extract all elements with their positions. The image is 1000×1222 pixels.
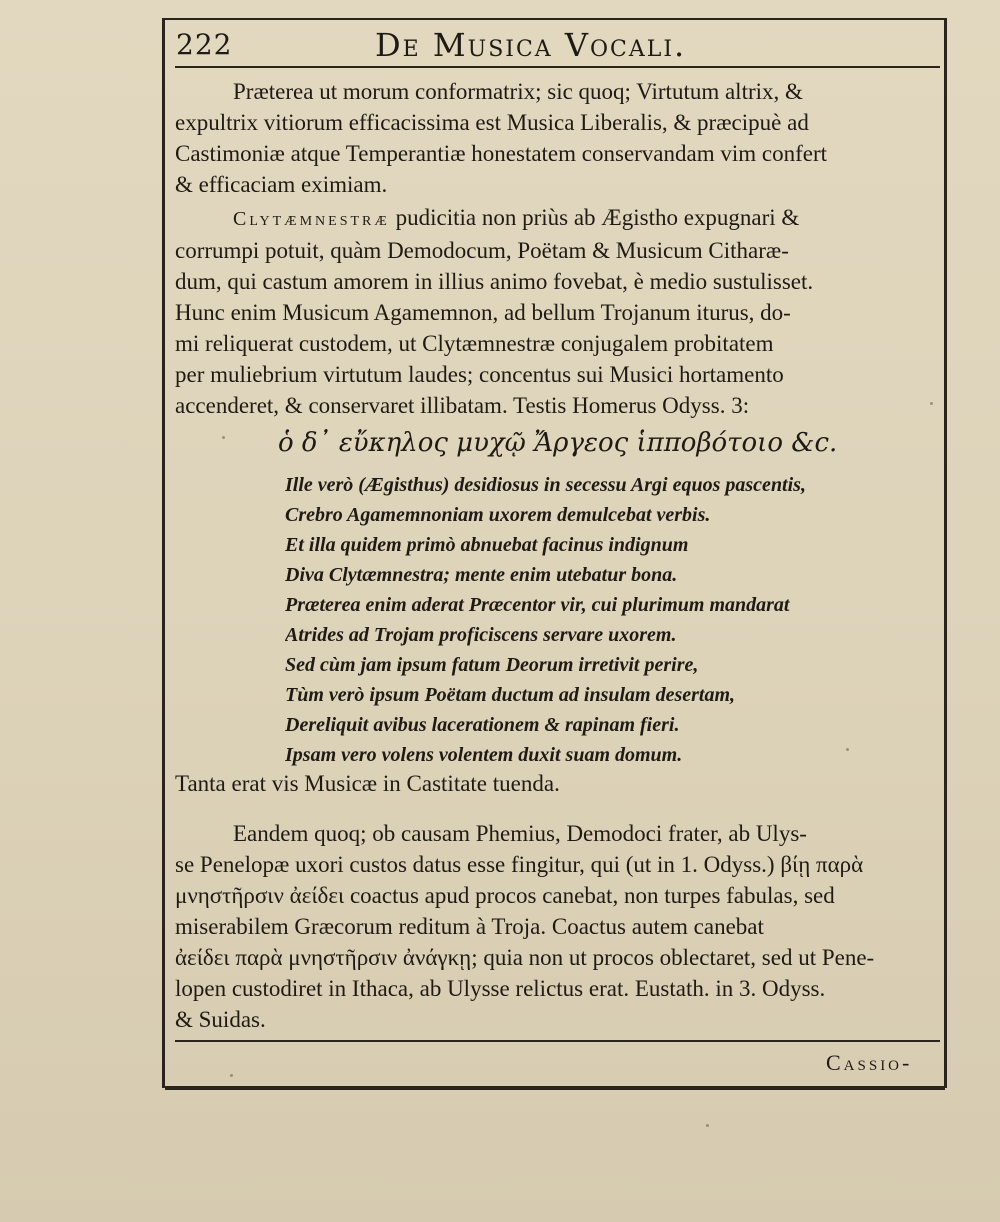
verse-line: Crebro Agamemnoniam uxorem demulcebat verbis. (285, 504, 711, 526)
verse-line: Atrides ad Trojam proficiscens servare uxorem. (285, 624, 677, 646)
header-rule (175, 66, 940, 68)
paragraph-1 (175, 76, 943, 200)
text-line: per muliebrium virtutum laudes; concentus sui Musici hortamento (175, 362, 784, 387)
greek-quotation: ὁ δ᾽ εὔκηλος μυχῷ Ἄργεος ἱπποβότοιο &c. (278, 428, 838, 458)
text-line: lopen custodiret in Ithaca, ab Ulysse relictus erat. Eustath. in 3. Odyss. (175, 976, 826, 1001)
verse-line: Præterea enim aderat Præcentor vir, cui plurimum mandarat (285, 594, 790, 616)
text-line: Castimoniæ atque Temperantiæ honestatem conservandam vim confert (175, 141, 828, 166)
footer-rule (175, 1040, 940, 1042)
text-line: mi reliquerat custodem, ut Clytæmnestræ conjugalem probitatem (175, 331, 774, 356)
text-line: & Suidas. (175, 1007, 266, 1032)
text-line: Eandem quoq; ob causam Phemius, Demodoci frater, ab Ulys- (233, 821, 807, 846)
page-border-bottom (165, 1086, 945, 1090)
verse-line: Ille verò (Ægisthus) desidiosus in secessu Argi equos pascentis, (285, 474, 806, 496)
small-caps-name: Clytæmnestræ (233, 208, 390, 230)
text-line: Clytæmnestræ pudicitia non priùs ab Ægistho expugnari & (233, 205, 800, 230)
text-line: Tanta erat vis Musicæ in Castitate tuenda. (175, 771, 560, 796)
paper-speck (706, 1124, 709, 1127)
paragraph-3 (175, 818, 943, 1035)
page-border-left (162, 18, 165, 1088)
paper-speck (846, 748, 849, 751)
page-number: 222 (176, 28, 233, 61)
text-line: μνηστῆρσιν ἀείδει coactus apud procos canebat, non turpes fabulas, sed (175, 883, 835, 908)
text-line: se Penelopæ uxori custos datus esse fingitur, qui (ut in 1. Odyss.) βίῃ παρὰ (175, 852, 864, 877)
text-line: Hunc enim Musicum Agamemnon, ad bellum Trojanum iturus, do- (175, 300, 791, 325)
paragraph-2 (175, 202, 943, 421)
verse-line: Sed cùm jam ipsum fatum Deorum irretivit perire, (285, 654, 699, 676)
verse-line: Ipsam vero volens volentem duxit suam domum. (285, 744, 683, 766)
conclusion-line (175, 768, 943, 799)
text-line: accenderet, & conservaret illibatam. Testis Homerus Odyss. 3: (175, 393, 750, 418)
text-line: & efficaciam eximiam. (175, 172, 388, 197)
text-line: Præterea ut morum conformatrix; sic quoq; Virtutum altrix, & (233, 79, 803, 104)
page-border-top (162, 18, 947, 20)
verse-line: Diva Clytæmnestra; mente enim utebatur bona. (285, 564, 678, 586)
text-line: miserabilem Græcorum reditum à Troja. Coactus autem canebat (175, 914, 764, 939)
text-line: expultrix vitiorum efficacissima est Musica Liberalis, & præcipuè ad (175, 110, 809, 135)
catchword: Cassio- (826, 1050, 913, 1075)
text-line: corrumpi potuit, quàm Demodocum, Poëtam & Musicum Citharæ- (175, 238, 789, 263)
verse-line: Et illa quidem primò abnuebat facinus indignum (285, 534, 689, 556)
verse-line: Dereliquit avibus lacerationem & rapinam fieri. (285, 714, 680, 736)
text-line: dum, qui castum amorem in illius animo fovebat, è medio sustulisset. (175, 269, 814, 294)
verse-line: Tùm verò ipsum Poëtam ductum ad insulam desertam, (285, 684, 736, 706)
paper-speck (930, 402, 933, 405)
paper-speck (230, 1074, 233, 1077)
verse-translation (285, 470, 945, 770)
running-title: De Musica Vocali. (375, 26, 687, 64)
paper-speck (222, 436, 225, 439)
text-line: ἀείδει παρὰ μνηστῆρσιν ἀνάγκῃ; quia non ut procos oblectaret, sed ut Pene- (175, 945, 875, 970)
